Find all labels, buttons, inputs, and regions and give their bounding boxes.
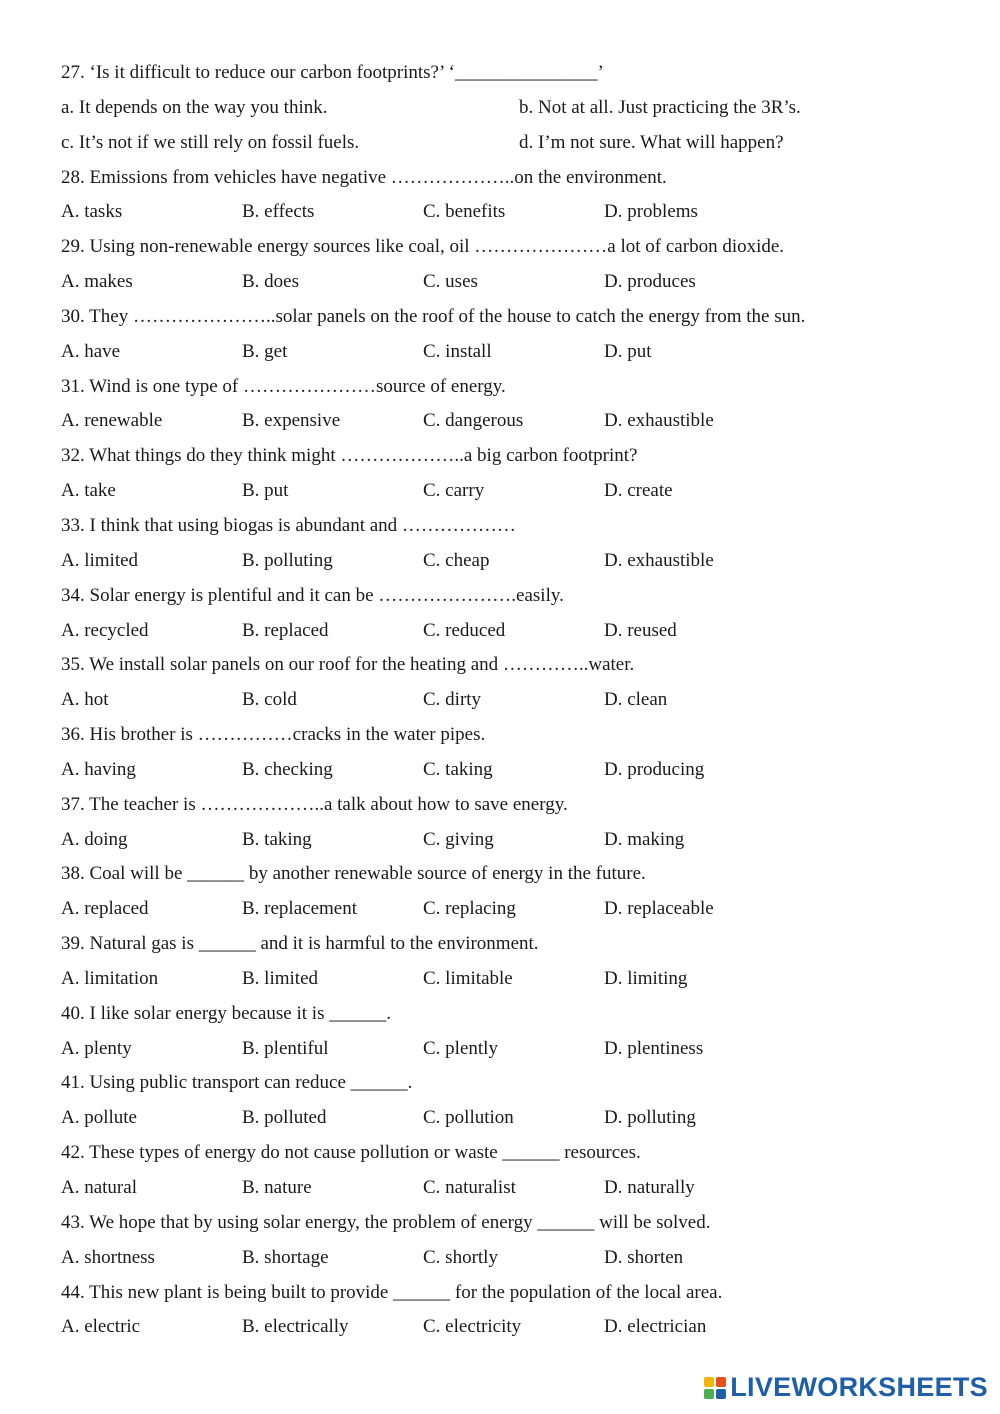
option-44-c[interactable]: C. electricity: [423, 1316, 522, 1338]
option-42-c[interactable]: C. naturalist: [423, 1177, 516, 1198]
logo-tile: [716, 1377, 726, 1387]
option-29-c[interactable]: C. uses: [423, 271, 478, 293]
logo-tile: [704, 1377, 714, 1387]
option-43-a[interactable]: A. shortness: [61, 1246, 155, 1268]
question-36: 36. His brother is ……………cracks in the water pipes.: [61, 724, 486, 746]
options-30: [61, 335, 961, 370]
options-43: [61, 1241, 961, 1276]
option-43-d[interactable]: D. shorten: [604, 1246, 684, 1268]
option-28-a[interactable]: A. tasks: [61, 201, 123, 223]
question-list: [61, 161, 961, 1346]
option-30-d[interactable]: D. put: [604, 340, 652, 362]
option-32-d[interactable]: D. create: [604, 480, 673, 502]
worksheet: [61, 56, 961, 1345]
brand-text: LIVEWORKSHEETS: [730, 1372, 988, 1402]
option-42-a[interactable]: A. natural: [61, 1177, 137, 1198]
option-34-c[interactable]: C. reduced: [423, 619, 506, 641]
question-33: 33. I think that using biogas is abundant and ………………: [61, 514, 516, 536]
option-38-a[interactable]: A. replaced: [61, 898, 149, 920]
question-44: 44. This new plant is being built to provide ______ for the population of the local area.: [61, 1281, 723, 1303]
question-39: 39. Natural gas is ______ and it is harmful to the environment.: [61, 933, 539, 955]
option-28-c[interactable]: C. benefits: [423, 201, 506, 223]
question-34: 34. Solar energy is plentiful and it can be ………………….easily.: [61, 584, 564, 606]
option-36-b[interactable]: B. checking: [242, 758, 333, 780]
option-41-b[interactable]: B. polluted: [242, 1107, 327, 1129]
option-33-a[interactable]: A. limited: [61, 549, 139, 571]
option-30-b[interactable]: B. get: [242, 340, 288, 362]
option-35-a[interactable]: A. hot: [61, 689, 109, 711]
option-35-b[interactable]: B. cold: [242, 689, 297, 711]
option-44-d[interactable]: D. electrician: [604, 1316, 707, 1338]
option-36-a[interactable]: A. having: [61, 758, 136, 780]
question-40: 40. I like solar energy because it is ______.: [61, 1002, 391, 1024]
option-42-d[interactable]: D. naturally: [604, 1177, 695, 1198]
options-28: [61, 195, 961, 230]
question-38: 38. Coal will be ______ by another renewable source of energy in the future.: [61, 863, 646, 885]
option-27-d[interactable]: d. I’m not sure. What will happen?: [519, 131, 784, 153]
option-32-c[interactable]: C. carry: [423, 480, 485, 502]
option-33-c[interactable]: C. cheap: [423, 549, 490, 571]
options-41: [61, 1101, 961, 1136]
option-32-a[interactable]: A. take: [61, 480, 116, 502]
option-36-d[interactable]: D. producing: [604, 758, 705, 780]
question-29: 29. Using non-renewable energy sources like coal, oil …………………a lot of carbon dioxide.: [61, 236, 785, 258]
question-43: 43. We hope that by using solar energy, the problem of energy ______ will be solved.: [61, 1211, 711, 1233]
option-31-d[interactable]: D. exhaustible: [604, 410, 714, 432]
option-38-b[interactable]: B. replacement: [242, 898, 358, 920]
logo-tile: [716, 1389, 726, 1399]
options-44: [61, 1310, 961, 1345]
option-33-d[interactable]: D. exhaustible: [604, 549, 714, 571]
option-37-d[interactable]: D. making: [604, 828, 685, 850]
option-41-c[interactable]: C. pollution: [423, 1107, 514, 1129]
option-29-d[interactable]: D. produces: [604, 271, 696, 293]
option-38-d[interactable]: D. replaceable: [604, 898, 714, 920]
option-29-b[interactable]: B. does: [242, 271, 299, 293]
option-41-d[interactable]: D. polluting: [604, 1107, 696, 1129]
option-27-c[interactable]: c. It’s not if we still rely on fossil fuels.: [61, 131, 360, 153]
options-42: [61, 1171, 961, 1206]
options-40: [61, 1032, 961, 1067]
option-39-c[interactable]: C. limitable: [423, 967, 513, 989]
option-34-b[interactable]: B. replaced: [242, 619, 329, 641]
question-28: 28. Emissions from vehicles have negative ………………..on the environment.: [61, 166, 667, 188]
logo-tile: [704, 1389, 714, 1399]
option-30-a[interactable]: A. have: [61, 340, 121, 362]
options-27-row1: [61, 91, 961, 126]
option-37-a[interactable]: A. doing: [61, 828, 128, 850]
option-44-a[interactable]: A. electric: [61, 1316, 141, 1338]
options-38: [61, 892, 961, 927]
options-31: [61, 404, 961, 439]
option-35-c[interactable]: C. dirty: [423, 689, 482, 711]
option-40-b[interactable]: B. plentiful: [242, 1037, 329, 1059]
option-33-b[interactable]: B. polluting: [242, 549, 333, 571]
option-43-b[interactable]: B. shortage: [242, 1246, 329, 1268]
options-29: [61, 265, 961, 300]
option-39-d[interactable]: D. limiting: [604, 967, 688, 989]
option-34-a[interactable]: A. recycled: [61, 619, 149, 641]
option-28-d[interactable]: D. problems: [604, 201, 698, 223]
option-35-d[interactable]: D. clean: [604, 689, 668, 711]
options-33: [61, 544, 961, 579]
liveworksheets-logo-icon: [704, 1377, 726, 1399]
option-39-b[interactable]: B. limited: [242, 967, 318, 989]
options-36: [61, 753, 961, 788]
option-43-c[interactable]: C. shortly: [423, 1246, 498, 1268]
option-34-d[interactable]: D. reused: [604, 619, 677, 641]
option-41-a[interactable]: A. pollute: [61, 1107, 137, 1129]
question-37: 37. The teacher is ………………..a talk about how to save energy.: [61, 793, 568, 815]
option-37-c[interactable]: C. giving: [423, 828, 494, 850]
option-40-d[interactable]: D. plentiness: [604, 1037, 704, 1059]
option-38-c[interactable]: C. replacing: [423, 898, 516, 920]
option-29-a[interactable]: A. makes: [61, 271, 133, 293]
options-39: [61, 962, 961, 997]
option-28-b[interactable]: B. effects: [242, 201, 315, 223]
options-35: [61, 683, 961, 718]
question-32: 32. What things do they think might ………………..a big carbon footprint?: [61, 445, 638, 467]
option-37-b[interactable]: B. taking: [242, 828, 312, 850]
options-32: [61, 474, 961, 509]
option-32-b[interactable]: B. put: [242, 480, 289, 502]
question-41: 41. Using public transport can reduce ______.: [61, 1072, 413, 1094]
option-31-c[interactable]: C. dangerous: [423, 410, 524, 432]
question-35: 35. We install solar panels on our roof for the heating and …………..water.: [61, 654, 635, 676]
option-30-c[interactable]: C. install: [423, 340, 492, 362]
options-34: [61, 614, 961, 649]
option-39-a[interactable]: A. limitation: [61, 967, 159, 989]
question-27: 27. ‘Is it difficult to reduce our carbon footprints?’ ‘_______________’: [61, 62, 604, 83]
option-27-b[interactable]: b. Not at all. Just practicing the 3R’s.: [519, 96, 801, 118]
question-42: 42. These types of energy do not cause pollution or waste ______ resources.: [61, 1142, 641, 1164]
question-31: 31. Wind is one type of …………………source of energy.: [61, 375, 506, 397]
option-40-a[interactable]: A. plenty: [61, 1037, 132, 1059]
option-44-b[interactable]: B. electrically: [242, 1316, 349, 1338]
option-31-b[interactable]: B. expensive: [242, 410, 341, 432]
question-30: 30. They …………………..solar panels on the roof of the house to catch the energy from the sun.: [61, 305, 806, 327]
liveworksheets-brand: [704, 1372, 988, 1403]
option-27-a[interactable]: a. It depends on the way you think.: [61, 96, 328, 118]
option-36-c[interactable]: C. taking: [423, 758, 493, 780]
option-40-c[interactable]: C. plently: [423, 1037, 498, 1059]
option-31-a[interactable]: A. renewable: [61, 410, 163, 432]
options-37: [61, 823, 961, 858]
option-42-b[interactable]: B. nature: [242, 1177, 312, 1198]
options-27-row2: [61, 126, 961, 161]
